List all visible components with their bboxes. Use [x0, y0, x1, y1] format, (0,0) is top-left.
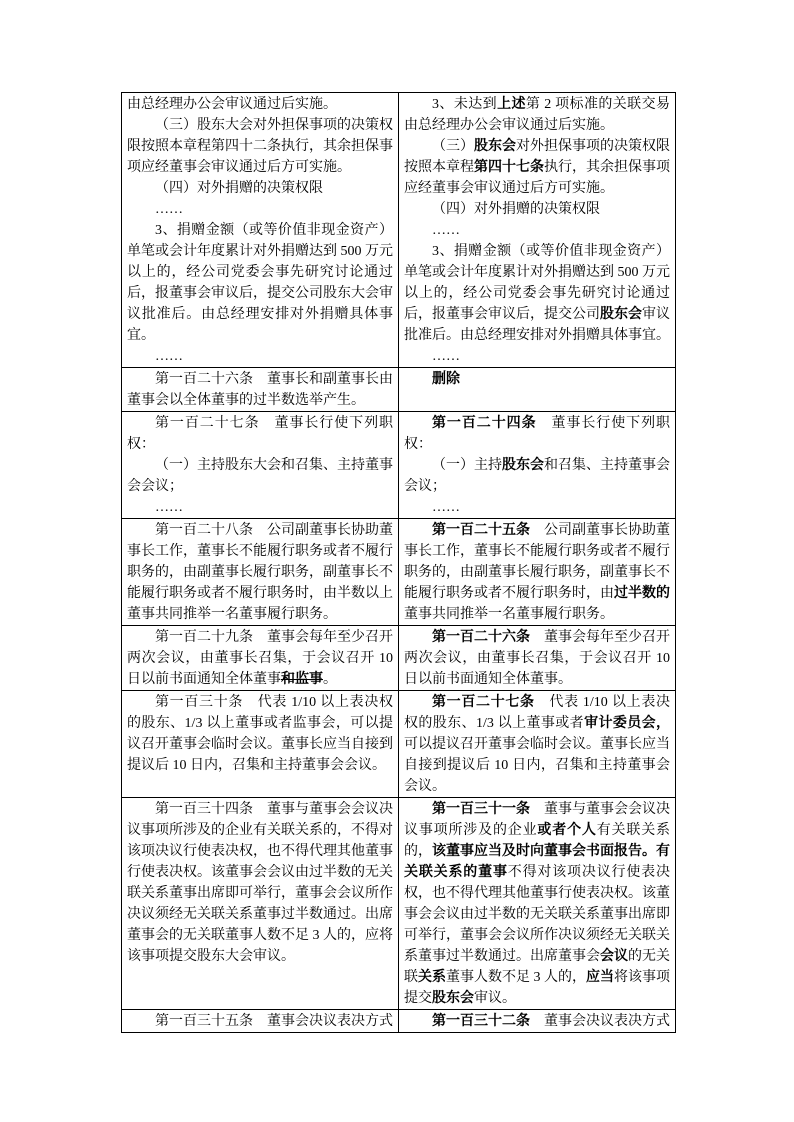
table-row: [122, 412, 676, 519]
text-run: ……: [432, 223, 460, 238]
paragraph: [127, 1011, 393, 1032]
paragraph: [404, 520, 670, 625]
old-version-cell: [122, 1010, 399, 1033]
new-version-cell: [399, 1010, 676, 1033]
text-run: 将该事项提交: [404, 970, 670, 1006]
text-run: 不得对该项决议行使表决权，也不得代理其他董事行使表决权。该董事会会议由过半数的无关联关系董事出席即可举行，董事会会议所作决议须经无关联关系董事过半数通过。出席董事会: [404, 865, 671, 964]
text-run: 董事共同推举一名董事履行职务。: [404, 607, 614, 622]
text-run: ……: [155, 202, 183, 217]
old-version-cell: [122, 626, 399, 691]
text-run: 第一百三十条 代表 1/10 以上表决权的股东、1/3 以上董事或者监事会，可以提议召开董事会临时会议。董事长应当自接到提议后 10 日内，召集和主持董事会会议。: [127, 695, 393, 773]
revised-text-run: 应当: [586, 970, 614, 985]
old-version-cell: [122, 691, 399, 798]
new-version-cell: [399, 626, 676, 691]
revised-text-run: 股东会: [502, 458, 544, 473]
text-run: 执行，其余担保事项应经董事会审议通过后方可实施。: [404, 160, 670, 196]
text-run: 第一百二十七条 董事长行使下列职权：: [127, 416, 393, 452]
revised-text-run: 删除: [432, 372, 460, 387]
paragraph: [404, 241, 670, 346]
text-run: 审议。: [474, 991, 516, 1006]
new-version-cell: [399, 691, 676, 798]
text-run: （三）股东大会对外担保事项的决策权限按照本章程第四十二条执行，其余担保事项应经董事会审议通过后方可实施。: [127, 118, 393, 175]
old-version-cell: [122, 412, 399, 519]
text-run: （一）主持股东大会和召集、主持董事会会议；: [127, 458, 393, 494]
table-row: [122, 1010, 676, 1033]
text-run: 对外担保事项的决策权限按照本章程: [404, 139, 670, 175]
paragraph: [404, 455, 670, 497]
text-run: 第一百二十九条 董事会每年至少召开两次会议，由董事长召集，于会议召开 10 日以前书面通知全体董事: [127, 630, 393, 687]
paragraph: [127, 199, 393, 220]
paragraph: [404, 497, 670, 518]
revised-text-run: 第四十七条: [474, 160, 544, 175]
text-run: 董事与董事会会议决议事项所涉及的企业: [404, 802, 670, 838]
text-run: 3、捐赠金额（或等价值非现金资产）单笔或会计年度累计对外捐赠达到 500 万元以上的，经公司党委会事先研究讨论通过后，报董事会审议后，提交公司股东大会审议批准后。由总经理安排对外捐赠具体事宜。: [127, 223, 393, 343]
paragraph: [127, 115, 393, 178]
table-row: [122, 798, 676, 1010]
paragraph: [404, 799, 670, 1009]
text-run: 董事人数不足 3 人的，: [446, 970, 586, 985]
text-run: ……: [155, 500, 183, 515]
paragraph: [404, 346, 670, 367]
text-run: （四）对外捐赠的决策权限: [432, 202, 600, 217]
text-run: 可以提议召开董事会临时会议。董事长应当自接到提议后 10 日内，召集和主持董事会会议。: [404, 737, 670, 794]
new-version-cell: [399, 519, 676, 626]
text-run: 第一百三十四条 董事与董事会会议决议事项所涉及的企业有关联关系的，不得对该项决议行使表决权，也不得代理其他董事行使表决权。该董事会会议由过半数的无关联关系董事出席即可举行，董事会会议所作决议须经无关联关系董事过半数通过。出席董事会的无关联董事人数不足 3 人的，应将该事项提交股东大会审议。: [127, 802, 393, 964]
text-run: 第 2 项标准的关联交易由总经理办公会审议通过后实施。: [404, 97, 671, 133]
table-row: [122, 519, 676, 626]
paragraph: [404, 1011, 670, 1032]
new-version-cell: [399, 93, 676, 368]
text-run: （一）主持: [432, 458, 502, 473]
revised-text-run: 审计委员会，: [584, 716, 671, 731]
text-run: 董事会决议表决方式: [530, 1014, 670, 1029]
revised-text-run: 关系: [418, 970, 446, 985]
text-run: 由总经理办公会审议通过后实施。: [127, 97, 337, 112]
paragraph: [404, 220, 670, 241]
revised-text-run: 第一百二十七条: [432, 695, 535, 710]
text-run: 审议批准后。由总经理安排对外捐赠具体事宜。: [404, 307, 670, 343]
text-run: （三）: [432, 139, 474, 154]
deleted-text-run: 和监事: [281, 672, 323, 687]
revised-text-run: 会议: [600, 949, 628, 964]
text-run: 3、未达到: [432, 97, 498, 112]
paragraph: [404, 136, 670, 199]
paragraph: [127, 178, 393, 199]
text-run: 的无关联: [404, 949, 670, 985]
paragraph: [404, 369, 670, 390]
paragraph: [404, 413, 670, 455]
old-version-cell: [122, 519, 399, 626]
paragraph: [127, 413, 393, 455]
text-run: 公司副董事长协助董事长工作，董事长不能履行职务或者不履行职务的，由副董事长履行职务，副董事长不能履行职务或者不履行职务时，由: [404, 523, 670, 601]
revised-text-run: 第一百三十一条: [432, 802, 530, 817]
paragraph: [127, 94, 393, 115]
text-run: 有关联关系的，: [404, 823, 671, 859]
paragraph: [127, 346, 393, 367]
paragraph: [404, 692, 670, 797]
text-run: ……: [432, 349, 460, 364]
text-run: 第一百三十五条 董事会决议表决方式: [155, 1014, 393, 1029]
revised-text-run: 第一百二十六条: [432, 630, 530, 645]
revised-text-run: 过半数的: [614, 586, 670, 601]
paragraph: [127, 692, 393, 776]
text-run: 董事长行使下列职权：: [404, 416, 671, 452]
table-row: [122, 93, 676, 368]
old-version-cell: [122, 798, 399, 1010]
revised-text-run: 该董事应当及时向董事会书面报告。有关联关系的董事: [404, 844, 670, 880]
table-row: [122, 691, 676, 798]
text-run: 第一百二十八条 公司副董事长协助董事长工作，董事长不能履行职务或者不履行职务的，由副董事长履行职务，副董事长不能履行职务或者不履行职务时，由半数以上董事共同推举一名董事履行职务。: [127, 523, 393, 622]
text-run: 第一百二十六条 董事长和副董事长由董事会以全体董事的过半数选举产生。: [127, 372, 393, 408]
paragraph: [127, 455, 393, 497]
paragraph: [404, 199, 670, 220]
comparison-table-body: [122, 93, 676, 1033]
revised-text-run: 或者个人: [537, 823, 597, 838]
text-run: 和召集、主持董事会会议；: [404, 458, 670, 494]
comparison-table: [121, 92, 676, 1033]
paragraph: [127, 799, 393, 967]
revised-text-run: 第一百二十四条: [432, 416, 537, 431]
new-version-cell: [399, 368, 676, 412]
paragraph: [404, 94, 670, 136]
revised-text-run: 股东会: [432, 991, 474, 1006]
text-run: 3、捐赠金额（或等价值非现金资产）单笔或会计年度累计对外捐赠达到 500 万元以上的，经公司党委会事先研究讨论通过后，报董事会审议后，提交公司: [404, 244, 670, 322]
paragraph: [127, 497, 393, 518]
paragraph: [127, 369, 393, 411]
old-version-cell: [122, 368, 399, 412]
text-run: 董事会每年至少召开两次会议，由董事长召集，于会议召开 10 日以前书面通知全体董事。: [404, 630, 670, 687]
paragraph: [127, 220, 393, 346]
table-row: [122, 626, 676, 691]
paragraph: [127, 627, 393, 690]
text-run: ……: [432, 500, 460, 515]
old-version-cell: [122, 93, 399, 368]
text-run: （四）对外捐赠的决策权限: [155, 181, 323, 196]
paragraph: [127, 520, 393, 625]
new-version-cell: [399, 412, 676, 519]
new-version-cell: [399, 798, 676, 1010]
revised-text-run: 第一百二十五条: [432, 523, 530, 538]
revised-text-run: 股东会: [600, 307, 642, 322]
revised-text-run: 上述: [497, 97, 526, 112]
table-row: [122, 368, 676, 412]
revised-text-run: 第一百三十二条: [432, 1014, 530, 1029]
paragraph: [404, 627, 670, 690]
text-run: ……: [155, 349, 183, 364]
text-run: 。: [323, 672, 337, 687]
revised-text-run: 股东会: [474, 139, 516, 154]
text-run: 代表 1/10 以上表决权的股东、1/3 以上董事或者: [404, 695, 670, 731]
